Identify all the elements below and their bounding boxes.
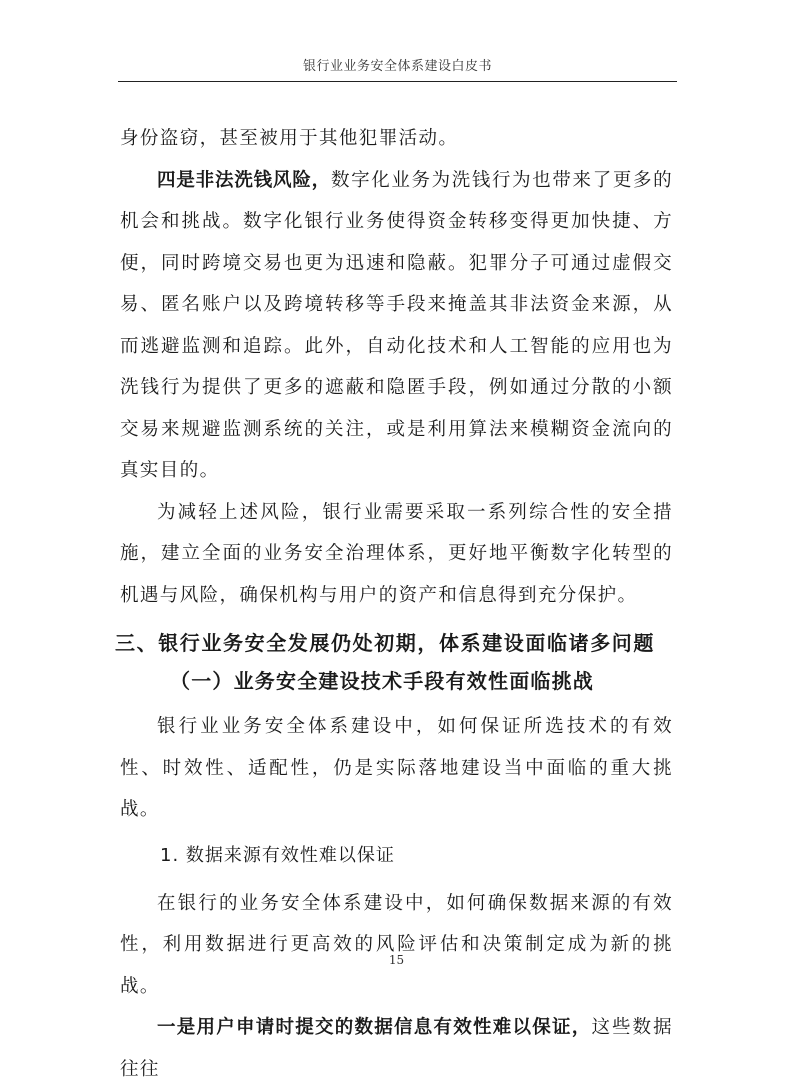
running-header: 银行业业务安全体系建设白皮书: [302, 59, 492, 74]
paragraph-1: 身份盗窃，甚至被用于其他犯罪活动。: [120, 128, 459, 149]
paragraph-lead-bold: 一是用户申请时提交的数据信息有效性难以保证，: [157, 1017, 592, 1038]
paragraph-tech-effectiveness: 银行业业务安全体系建设中，如何保证所选技术的有效性、时效性、适配性，仍是实际落地建设当中面临的重大挑战。: [120, 716, 673, 820]
paragraph-money-laundering: [120, 160, 673, 492]
page-body: [115, 118, 673, 1090]
subsection-heading: （一）业务安全建设技术手段有效性面临挑战: [170, 669, 594, 693]
paragraph-user-data: [120, 1007, 673, 1090]
paragraph-text: 数字化业务为洗钱行为也带来了更多的机会和挑战。数字化银行业务使得资金转移变得更加快捷、方便，同时跨境交易也更为迅速和隐蔽。犯罪分子可通过虚假交易、匿名账户以及跨境转移等手段来掩盖其非法资金来源，从而逃避监测和追踪。此外，自动化技术和人工智能的应用也为洗钱行为提供了更多的遮蔽和隐匿手段，例如通过分散的小额交易来规避监测系统的关注，或是利用算法来模糊资金流向的真实目的。: [120, 169, 673, 481]
header-divider: [118, 81, 677, 82]
section-heading: 三、银行业务安全发展仍处初期，体系建设面临诸多问题: [115, 631, 655, 655]
paragraph-mitigation: 为减轻上述风险，银行业需要采取一系列综合性的安全措施，建立全面的业务安全治理体系，更好地平衡数字化转型的机遇与风险，确保机构与用户的资产和信息得到充分保护。: [120, 501, 673, 606]
paragraph-data-source: 在银行的业务安全体系建设中，如何确保数据来源的有效性，利用数据进行更高效的风险评估和决策制定成为新的挑战。: [120, 892, 673, 997]
item-heading: 1. 数据来源有效性难以保证: [160, 844, 395, 866]
paragraph-lead-bold: 四是非法洗钱风险，: [157, 169, 331, 191]
paragraph-text: 这些数据往往: [120, 1017, 673, 1080]
page-number: 15: [388, 953, 405, 967]
